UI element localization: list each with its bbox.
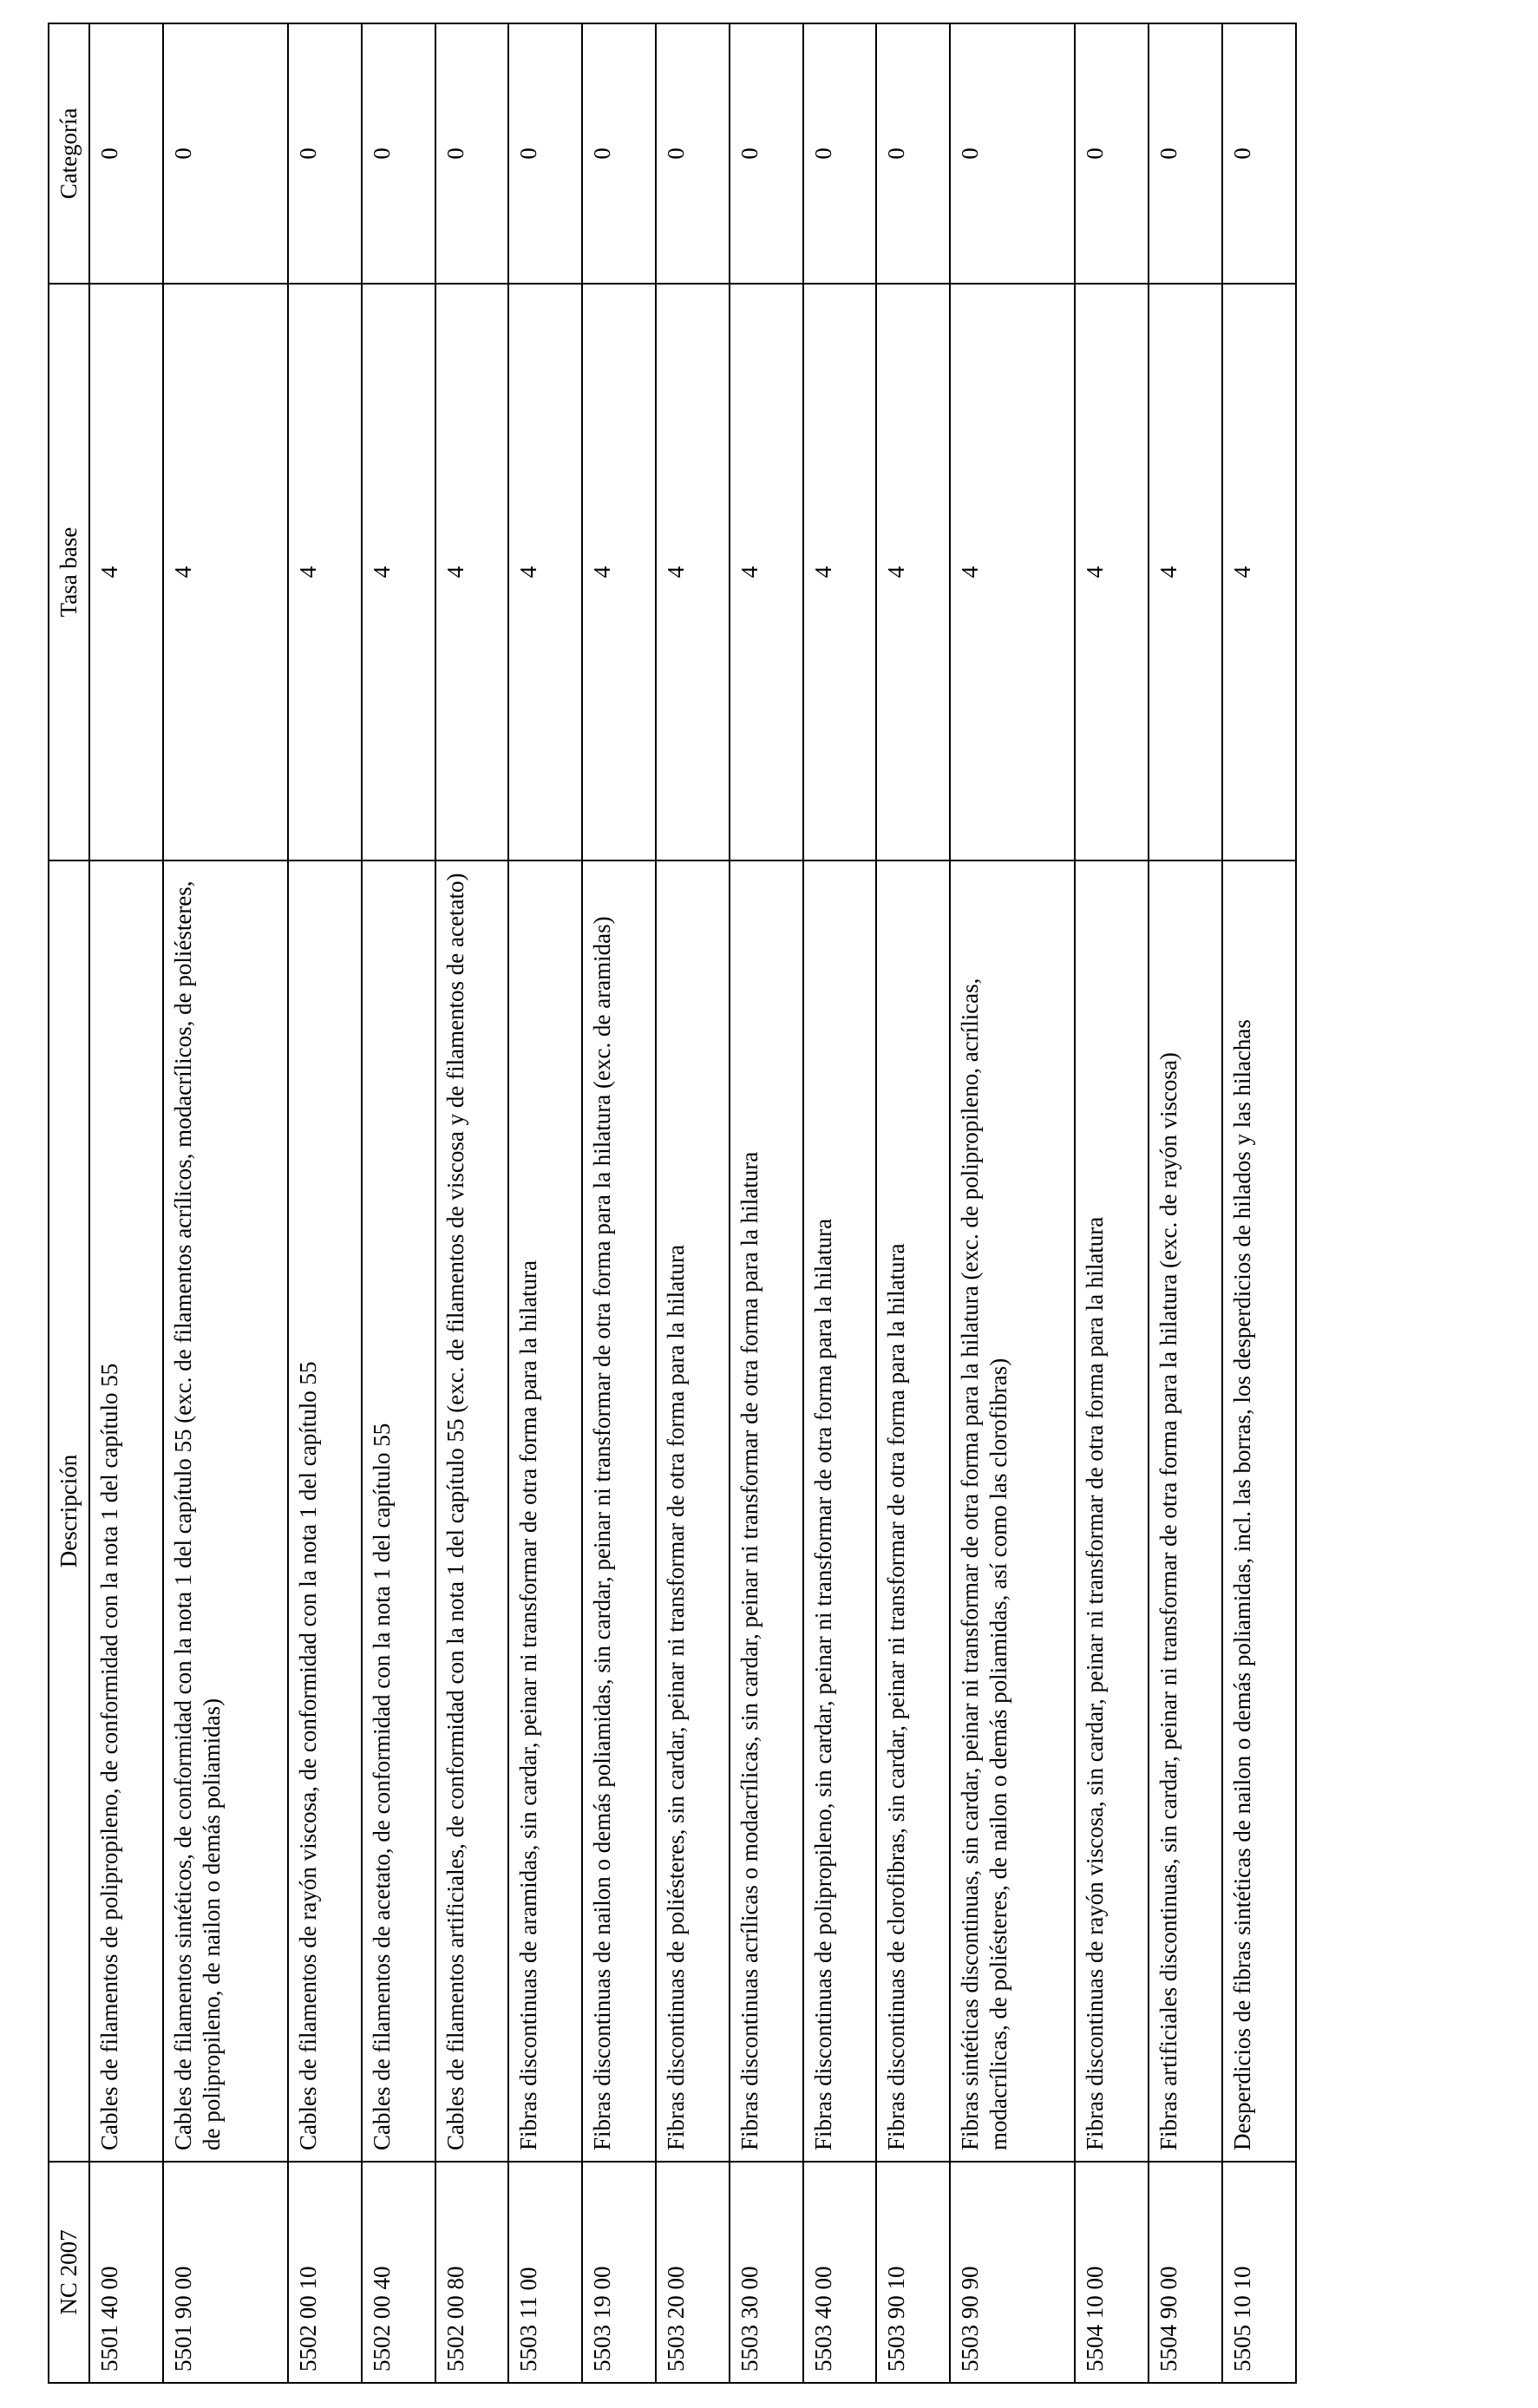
cell-rate: 4 (1222, 284, 1296, 860)
cell-code: 5503 90 10 (876, 2162, 950, 2383)
table-row (1222, 23, 1296, 2383)
table-row (1075, 23, 1149, 2383)
cell-rate: 4 (89, 284, 163, 860)
table-row (362, 23, 435, 2383)
cell-category: 0 (508, 23, 582, 284)
cell-code: 5503 20 00 (656, 2162, 730, 2383)
header-category: Categoría (49, 23, 89, 284)
cell-rate: 4 (362, 284, 435, 860)
cell-code: 5504 10 00 (1075, 2162, 1149, 2383)
cell-code: 5502 00 40 (362, 2162, 435, 2383)
cell-rate: 4 (1075, 284, 1149, 860)
cell-code: 5503 90 90 (950, 2162, 1075, 2383)
table-row (163, 23, 288, 2383)
rotated-table-container (48, 24, 1297, 2384)
cell-rate: 4 (656, 284, 730, 860)
cell-category: 0 (435, 23, 509, 284)
cell-description: Fibras discontinuas de rayón viscosa, sin cardar, peinar ni transformar de otra forma para la hilatura (1075, 860, 1149, 2162)
cell-category: 0 (582, 23, 656, 284)
cell-code: 5503 11 00 (508, 2162, 582, 2383)
cell-code: 5502 00 10 (288, 2162, 362, 2383)
cell-description: Fibras discontinuas de nailon o demás poliamidas, sin cardar, peinar ni transformar de otra forma para la hilatura (exc. de aramidas) (582, 860, 656, 2162)
header-code: NC 2007 (49, 2162, 89, 2383)
table-row (288, 23, 362, 2383)
cell-category: 0 (1222, 23, 1296, 284)
cell-category: 0 (288, 23, 362, 284)
cell-category: 0 (89, 23, 163, 284)
cell-code: 5503 30 00 (730, 2162, 803, 2383)
table-row (508, 23, 582, 2383)
table-row (950, 23, 1075, 2383)
cell-description: Cables de filamentos de acetato, de conformidad con la nota 1 del capítulo 55 (362, 860, 435, 2162)
cell-code: 5501 40 00 (89, 2162, 163, 2383)
cell-rate: 4 (1149, 284, 1222, 860)
cell-description: Fibras discontinuas de polipropileno, sin cardar, peinar ni transformar de otra forma para la hilatura (803, 860, 877, 2162)
cell-rate: 4 (508, 284, 582, 860)
cell-code: 5501 90 00 (163, 2162, 288, 2383)
cell-category: 0 (656, 23, 730, 284)
table-row (730, 23, 803, 2383)
cell-code: 5505 10 10 (1222, 2162, 1296, 2383)
cell-category: 0 (730, 23, 803, 284)
cell-description: Cables de filamentos de polipropileno, de conformidad con la nota 1 del capítulo 55 (89, 860, 163, 2162)
table-row (656, 23, 730, 2383)
cell-category: 0 (1075, 23, 1149, 284)
cell-description: Cables de filamentos de rayón viscosa, de conformidad con la nota 1 del capítulo 55 (288, 860, 362, 2162)
table-row (89, 23, 163, 2383)
table-row (1149, 23, 1222, 2383)
header-row (49, 23, 89, 2383)
cell-code: 5503 40 00 (803, 2162, 877, 2383)
cell-description: Fibras discontinuas de poliésteres, sin cardar, peinar ni transformar de otra forma para la hilatura (656, 860, 730, 2162)
cell-category: 0 (1149, 23, 1222, 284)
cell-code: 5504 90 00 (1149, 2162, 1222, 2383)
cell-description: Fibras discontinuas acrílicas o modacrílicas, sin cardar, peinar ni transformar de otra forma para la hilatura (730, 860, 803, 2162)
table-row (876, 23, 950, 2383)
cell-description: Fibras discontinuas de clorofibras, sin cardar, peinar ni transformar de otra forma para la hilatura (876, 860, 950, 2162)
cell-description: Fibras sintéticas discontinuas, sin cardar, peinar ni transformar de otra forma para la hilatura (exc. de polipropileno, acrílicas, modacrílicas, de poliésteres, de nailon o demás poliamidas, así como las clorofibras) (950, 860, 1075, 2162)
cell-rate: 4 (730, 284, 803, 860)
cell-description: Cables de filamentos sintéticos, de conformidad con la nota 1 del capítulo 55 (exc. de filamentos acrílicos, modacrílicos, de poliésteres, de polipropileno, de nailon o demás poliamidas) (163, 860, 288, 2162)
cell-rate: 4 (582, 284, 656, 860)
table-row (803, 23, 877, 2383)
cell-category: 0 (803, 23, 877, 284)
cell-code: 5503 19 00 (582, 2162, 656, 2383)
cell-rate: 4 (435, 284, 509, 860)
cell-description: Desperdicios de fibras sintéticas de nailon o demás poliamidas, incl. las borras, los desperdicios de hilados y las hilachas (1222, 860, 1296, 2162)
cell-rate: 4 (876, 284, 950, 860)
header-description: Descripción (49, 860, 89, 2162)
table-row (582, 23, 656, 2383)
header-base-rate: Tasa base (49, 284, 89, 860)
cell-rate: 4 (950, 284, 1075, 860)
cell-category: 0 (950, 23, 1075, 284)
cell-description: Fibras discontinuas de aramidas, sin cardar, peinar ni transformar de otra forma para la hilatura (508, 860, 582, 2162)
cell-category: 0 (163, 23, 288, 284)
cell-code: 5502 00 80 (435, 2162, 509, 2383)
cell-rate: 4 (163, 284, 288, 860)
cell-category: 0 (876, 23, 950, 284)
cell-rate: 4 (288, 284, 362, 860)
cell-description: Fibras artificiales discontinuas, sin cardar, peinar ni transformar de otra forma para la hilatura (exc. de rayón viscosa) (1149, 860, 1222, 2162)
table-row (435, 23, 509, 2383)
cell-description: Cables de filamentos artificiales, de conformidad con la nota 1 del capítulo 55 (exc. de filamentos de viscosa y de filamentos de acetato) (435, 860, 509, 2162)
tariff-table (48, 23, 1297, 2384)
cell-rate: 4 (803, 284, 877, 860)
cell-category: 0 (362, 23, 435, 284)
